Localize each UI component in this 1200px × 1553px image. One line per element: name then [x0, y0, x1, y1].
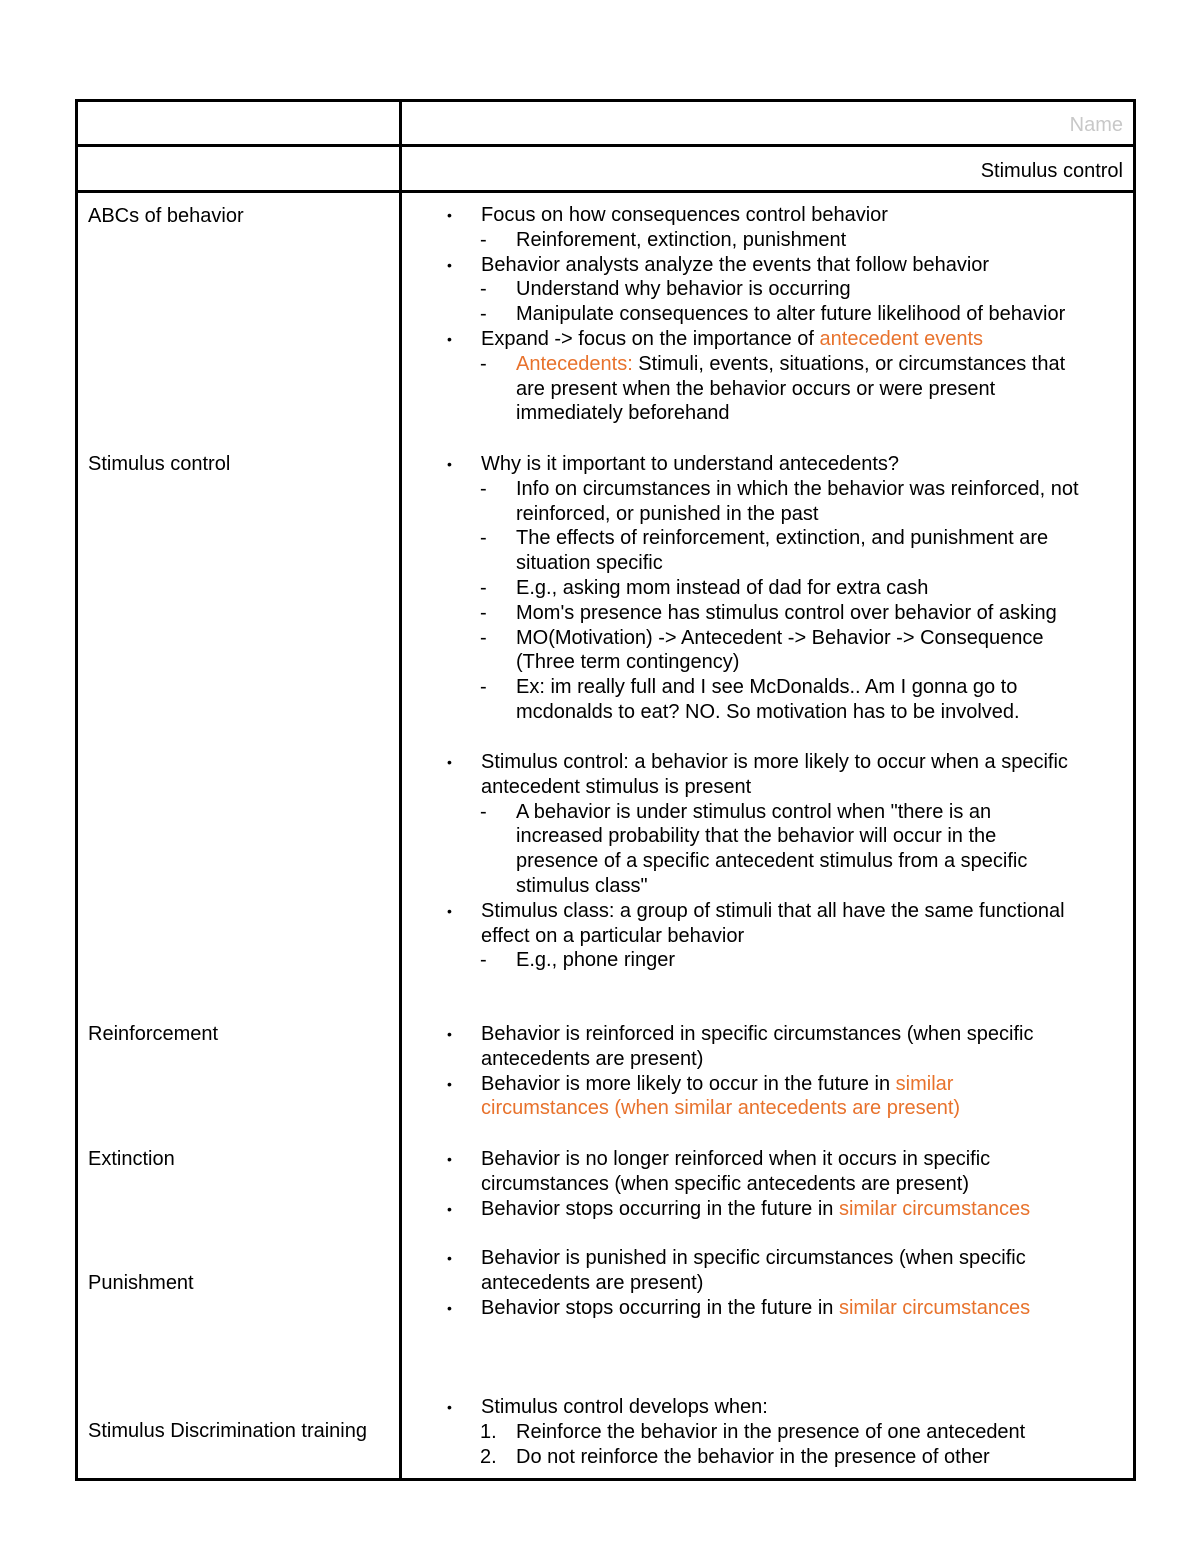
- dash-marker: -: [480, 228, 487, 251]
- dash-item: - Reinforement, extinction, punishment: [480, 228, 847, 251]
- continuation-line: antecedents are present): [481, 1271, 704, 1294]
- bullet-item: • Behavior is no longer reinforced when it occurs in specific: [447, 1148, 991, 1170]
- number-marker: 1.: [480, 1420, 497, 1443]
- highlight-text: similar circumstances: [838, 1197, 1031, 1220]
- dash-marker: -: [480, 278, 487, 301]
- continuation-line: (Three term contingency): [516, 651, 740, 674]
- dash-marker: -: [480, 477, 487, 500]
- name-label: Name: [1069, 114, 1123, 136]
- bullet-marker: •: [447, 1250, 452, 1266]
- bullet-item: • Expand -> focus on the importance of antecedent events: [447, 327, 984, 350]
- bullet-marker: •: [447, 207, 452, 223]
- bullet-marker: •: [447, 902, 452, 919]
- term-punishment: Punishment: [88, 1272, 194, 1294]
- numbered-item: 2. Do not reinforce the behavior in the presence of other: [480, 1445, 990, 1468]
- dash-item: - Mom's presence has stimulus control over behavior of asking: [480, 601, 1057, 624]
- notes-stimulus-control-definition: [442, 750, 1132, 973]
- term-abcs: ABCs of behavior: [88, 205, 244, 227]
- continuation-line: effect on a particular behavior: [481, 924, 745, 947]
- continuation-line: circumstances (when specific antecedents are present): [481, 1172, 970, 1195]
- continuation-line: situation specific: [516, 552, 663, 575]
- dash-item: - E.g., asking mom instead of dad for extra cash: [480, 576, 929, 599]
- notes-reinforcement: [442, 1022, 1132, 1121]
- highlight-text: circumstances (when similar antecedents are present): [481, 1097, 961, 1120]
- continuation-line: [442, 1096, 1132, 1121]
- row-divider-2: [75, 190, 1136, 193]
- highlight-text: antecedent events: [819, 327, 984, 350]
- bullet-marker: •: [447, 754, 452, 770]
- bullet-marker: •: [447, 1151, 452, 1167]
- dash-item: - The effects of reinforcement, extinction, and punishment are: [480, 527, 1049, 550]
- dash-marker: -: [480, 601, 487, 624]
- dash-item: - Understand why behavior is occurring: [480, 278, 851, 301]
- bullet-item: • Behavior is reinforced in specific circumstances (when specific: [447, 1023, 1034, 1045]
- bullet-item: • Behavior stops occurring in the future in similar circumstances: [447, 1197, 1031, 1220]
- bullet-marker: •: [447, 330, 452, 347]
- dash-marker: -: [480, 352, 487, 375]
- bullet-marker: •: [447, 1026, 452, 1042]
- highlight-text: similar circumstances: [838, 1296, 1031, 1319]
- notes-abcs: [442, 203, 1132, 426]
- dash-item: - A behavior is under stimulus control when "there is an: [480, 800, 992, 823]
- dash-item: - MO(Motivation) -> Antecedent -> Behavior -> Consequence: [480, 626, 1044, 649]
- dash-item: - E.g., phone ringer: [480, 949, 675, 972]
- notes-stimulus-control: [442, 452, 1132, 725]
- topic-title: Stimulus control: [980, 160, 1123, 182]
- continuation-line: increased probability that the behavior will occur in the: [516, 825, 997, 848]
- continuation-line: antecedent stimulus is present: [481, 775, 752, 798]
- continuation-line: mcdonalds to eat? NO. So motivation has to be involved.: [516, 700, 1020, 723]
- dash-marker: -: [480, 676, 487, 699]
- bullet-marker: •: [447, 1299, 452, 1316]
- notes-punishment: [442, 1246, 1132, 1320]
- bullet-item: • Behavior is punished in specific circumstances (when specific: [447, 1247, 1026, 1269]
- notes-discrimination-training: [442, 1395, 1132, 1469]
- notes-extinction: [442, 1147, 1132, 1221]
- dash-marker: -: [480, 949, 487, 972]
- term-extinction: Extinction: [88, 1148, 175, 1170]
- continuation-line: antecedents are present): [481, 1047, 704, 1070]
- bullet-marker: •: [447, 1200, 452, 1217]
- dash-item: - Antecedents: Stimuli, events, situations, or circumstances that: [480, 352, 1066, 375]
- dash-marker: -: [480, 576, 487, 599]
- bullet-item: • Why is it important to understand antecedents?: [447, 453, 900, 475]
- dash-marker: -: [480, 800, 487, 823]
- dash-marker: -: [480, 626, 487, 649]
- dash-item: - Manipulate consequences to alter future likelihood of behavior: [480, 303, 1066, 326]
- bullet-item: • Stimulus control develops when:: [447, 1396, 768, 1418]
- bullet-marker: •: [447, 1399, 452, 1415]
- bullet-marker: •: [447, 256, 452, 273]
- continuation-line: presence of a specific antecedent stimulus from a specific: [516, 850, 1028, 873]
- bullet-item: • Behavior analysts analyze the events that follow behavior: [447, 253, 990, 276]
- bullet-item: • Stimulus control: a behavior is more likely to occur when a specific: [447, 751, 1068, 773]
- bullet-marker: •: [447, 456, 452, 472]
- continuation-line: immediately beforehand: [516, 402, 730, 425]
- term-stimulus-control: Stimulus control: [88, 453, 231, 475]
- number-marker: 2.: [480, 1445, 497, 1468]
- numbered-item: 1. Reinforce the behavior in the presence of one antecedent: [480, 1420, 1026, 1443]
- continuation-line: reinforced, or punished in the past: [516, 502, 819, 525]
- column-divider: [399, 99, 402, 1481]
- continuation-line: stimulus class": [516, 874, 648, 897]
- continuation-line: are present when the behavior occurs or were present: [516, 377, 996, 400]
- bullet-item: • Behavior is more likely to occur in the future in similar: [447, 1072, 954, 1095]
- row-divider-1: [75, 144, 1136, 147]
- dash-item: - Ex: im really full and I see McDonalds.. Am I gonna go to: [480, 676, 1018, 699]
- bullet-marker: •: [447, 1075, 452, 1092]
- dash-item: - Info on circumstances in which the behavior was reinforced, not: [480, 477, 1079, 500]
- bullet-item: • Focus on how consequences control behavior: [447, 204, 888, 226]
- term-reinforcement: Reinforcement: [88, 1023, 219, 1045]
- term-discrimination-training: Stimulus Discrimination training: [88, 1420, 367, 1442]
- dash-marker: -: [480, 303, 487, 326]
- bullet-item: • Behavior stops occurring in the future in similar circumstances: [447, 1296, 1031, 1319]
- highlight-text: similar: [895, 1072, 954, 1095]
- bullet-item: • Stimulus class: a group of stimuli that all have the same functional: [447, 899, 1065, 922]
- dash-marker: -: [480, 527, 487, 550]
- highlight-text: Antecedents:: [516, 352, 633, 375]
